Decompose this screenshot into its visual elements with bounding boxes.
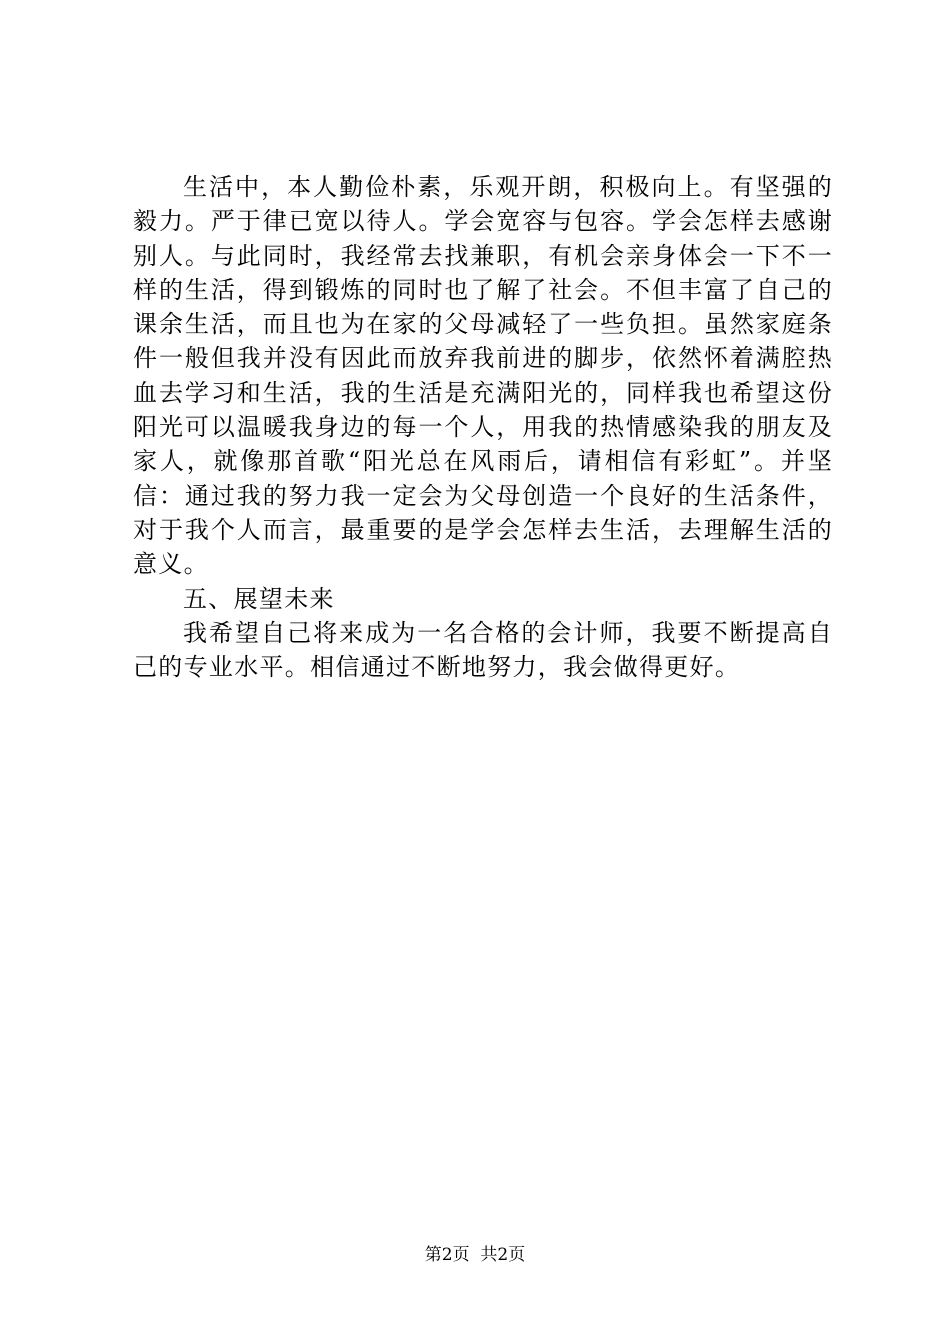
document-body [133,170,833,684]
section-heading: 五、展望未来 [183,584,335,613]
page-footer [0,1244,950,1266]
paragraph-future: 我希望自己将来成为一名合格的会计师，我要不断提高自己的专业水平。相信通过不断地努力，我会做得更好。 [133,618,833,682]
page-number: 第2页 [424,1245,470,1265]
page-total: 共2页 [480,1245,526,1265]
paragraph-life: 生活中，本人勤俭朴素，乐观开朗，积极向上。有坚强的毅力。严于律已宽以待人。学会宽容与包容。学会怎样去感谢别人。与此同时，我经常去找兼职，有机会亲身体会一下不一样的生活，得到锻炼的同时也了解了社会。不但丰富了自己的课余生活，而且也为在家的父母减轻了一些负担。虽然家庭条件一般但我并没有因此而放弃我前进的脚步，依然怀着满腔热血去学习和生活，我的生活是充满阳光的，同样我也希望这份阳光可以温暖我身边的每一个人，用我的热情感染我的朋友及家人，就像那首歌“阳光总在风雨后，请相信有彩虹”。并坚信：通过我的努力我一定会为父母创造一个良好的生活条件，对于我个人而言，最重要的是学会怎样去生活，去理解生活的意义。 [133,173,833,579]
